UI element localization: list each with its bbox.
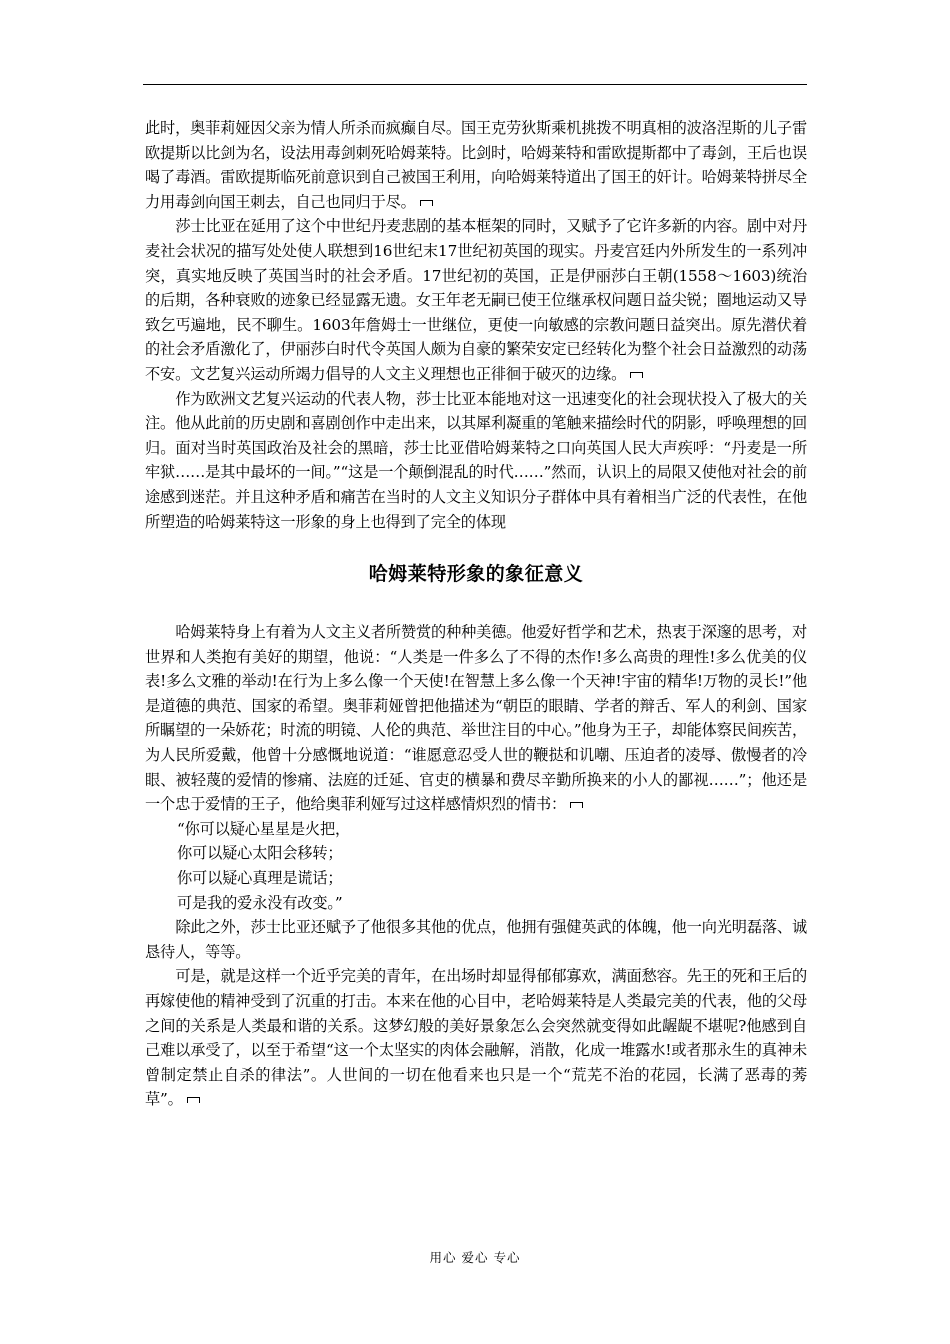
- poem-line: 你可以疑心真理是谎话；: [177, 869, 343, 888]
- paragraph: 除此之外，莎士比亚还赋予了他很多其他的优点，他拥有强健英武的体魄，他一向光明磊落、诚恳待人，等等。: [145, 918, 807, 961]
- header-rule: [143, 84, 807, 85]
- section-heading: 哈姆莱特形象的象征意义: [368, 563, 584, 586]
- paragraph: 作为欧洲文艺复兴运动的代表人物，莎士比亚本能地对这一迅速变化的社会现状投入了极大的关注。他从此前的历史剧和喜剧创作中走出来，以其犀利凝重的笔触来描绘时代的阴影，呼唤理想的回归。面对当时英国政治及社会的黑暗，莎士比亚借哈姆莱特之口向英国人民大声疾呼：“丹麦是一所牢狱……是其中最坏的一间。”“这是一个颠倒混乱的时代……”然而，认识上的局限又使他对社会的前途感到迷茫。并且这种矛盾和痛苦在当时的人文主义知识分子群体中具有着相当广泛的代表性，在他所塑造的哈姆莱特这一形象的身上也得到了完全的体现: [145, 389, 807, 531]
- paragraph: 此时，奥菲莉娅因父亲为情人所杀而疯癫自尽。国王克劳狄斯乘机挑拨不明真相的波洛涅斯的儿子雷欧提斯以比剑为名，设法用毒剑刺死哈姆莱特。比剑时，哈姆莱特和雷欧提斯都中了毒剑，王后也误喝了毒酒。雷欧提斯临死前意识到自己被国王利用，向哈姆莱特道出了国王的奸计。哈姆莱特拼尽全力用毒剑向国王刺去，自己也同归于尽。: [145, 119, 807, 211]
- paragraph-mark-icon: [187, 1097, 200, 1103]
- paragraph: 可是，就是这样一个近乎完美的青年，在出场时却显得郁郁寡欢，满面愁容。先王的死和王后的再嫁使他的精神受到了沉重的打击。本来在他的心目中，老哈姆莱特是人类最完美的代表，他的父母之间的关系是人类最和谐的关系。这梦幻般的美好景象怎么会突然就变得如此龌龊不堪呢?他感到自己难以承受了，以至于希望“这一个太坚实的肉体会融解，消散，化成一堆露水!或者那永生的真神未曾制定禁止自杀的律法”。人世间的一切在他看来也只是一个“荒芜不治的花园，长满了恶毒的莠草”。: [145, 967, 807, 1109]
- paragraph-mark-icon: [570, 802, 583, 808]
- paragraph: 哈姆莱特身上有着为人文主义者所赞赏的种种美德。他爱好哲学和艺术，热衷于深邃的思考，对世界和人类抱有美好的期望，他说：“人类是一件多么了不得的杰作!多么高贵的理性!多么优美的仪表!多么文雅的举动!在行为上多么像一个天使!在智慧上多么像一个天神!宇宙的精华!万物的灵长!”他是道德的典范、国家的希望。奥菲莉娅曾把他描述为“朝臣的眼睛、学者的辩舌、军人的利剑、国家所瞩望的一朵娇花；时流的明镜、人伦的典范、举世注目的中心。”他身为王子，却能体察民间疾苦，为人民所爱戴，他曾十分感慨地说道：“谁愿意忍受人世的鞭挞和讥嘲、压迫者的凌辱、傲慢者的冷眼、被轻蔑的爱情的惨痛、法庭的迁延、官吏的横暴和费尽辛勤所换来的小人的鄙视……”；他还是一个忠于爱情的王子，他给奥菲利娅写过这样感情炽烈的情书：: [145, 623, 807, 814]
- paragraph-mark-icon: [420, 200, 433, 206]
- paragraph-mark-icon: [630, 372, 643, 378]
- poem-line: “你可以疑心星星是火把，: [177, 819, 351, 838]
- paragraph: 莎士比亚在延用了这个中世纪丹麦悲剧的基本框架的同时，又赋予了它许多新的内容。剧中对丹麦社会状况的描写处处使人联想到16世纪末17世纪初英国的现实。丹麦宫廷内外所发生的一系列冲突，真实地反映了英国当时的社会矛盾。17世纪初的英国，正是伊丽莎白王朝(1558～1603)统治的后期，各种衰败的迹象已经显露无遗。女王年老无嗣已使王位继承权问题日益尖锐；圈地运动又导致乞丐遍地，民不聊生。1603年詹姆士一世继位，更使一向敏感的宗教问题日益突出。原先潜伏着的社会矛盾激化了，伊丽莎白时代令英国人颇为自豪的繁荣安定已经转化为整个社会日益激烈的动荡不安。文艺复兴运动所竭力倡导的人文主义理想也正徘徊于破灭的边缘。: [145, 217, 807, 383]
- poem-line: 可是我的爱永没有改变。”: [177, 893, 343, 912]
- page-footer: 用心 爱心 专心: [429, 1250, 521, 1265]
- document-body: [145, 116, 807, 1112]
- poem-line: 你可以疑心太阳会移转；: [177, 844, 343, 863]
